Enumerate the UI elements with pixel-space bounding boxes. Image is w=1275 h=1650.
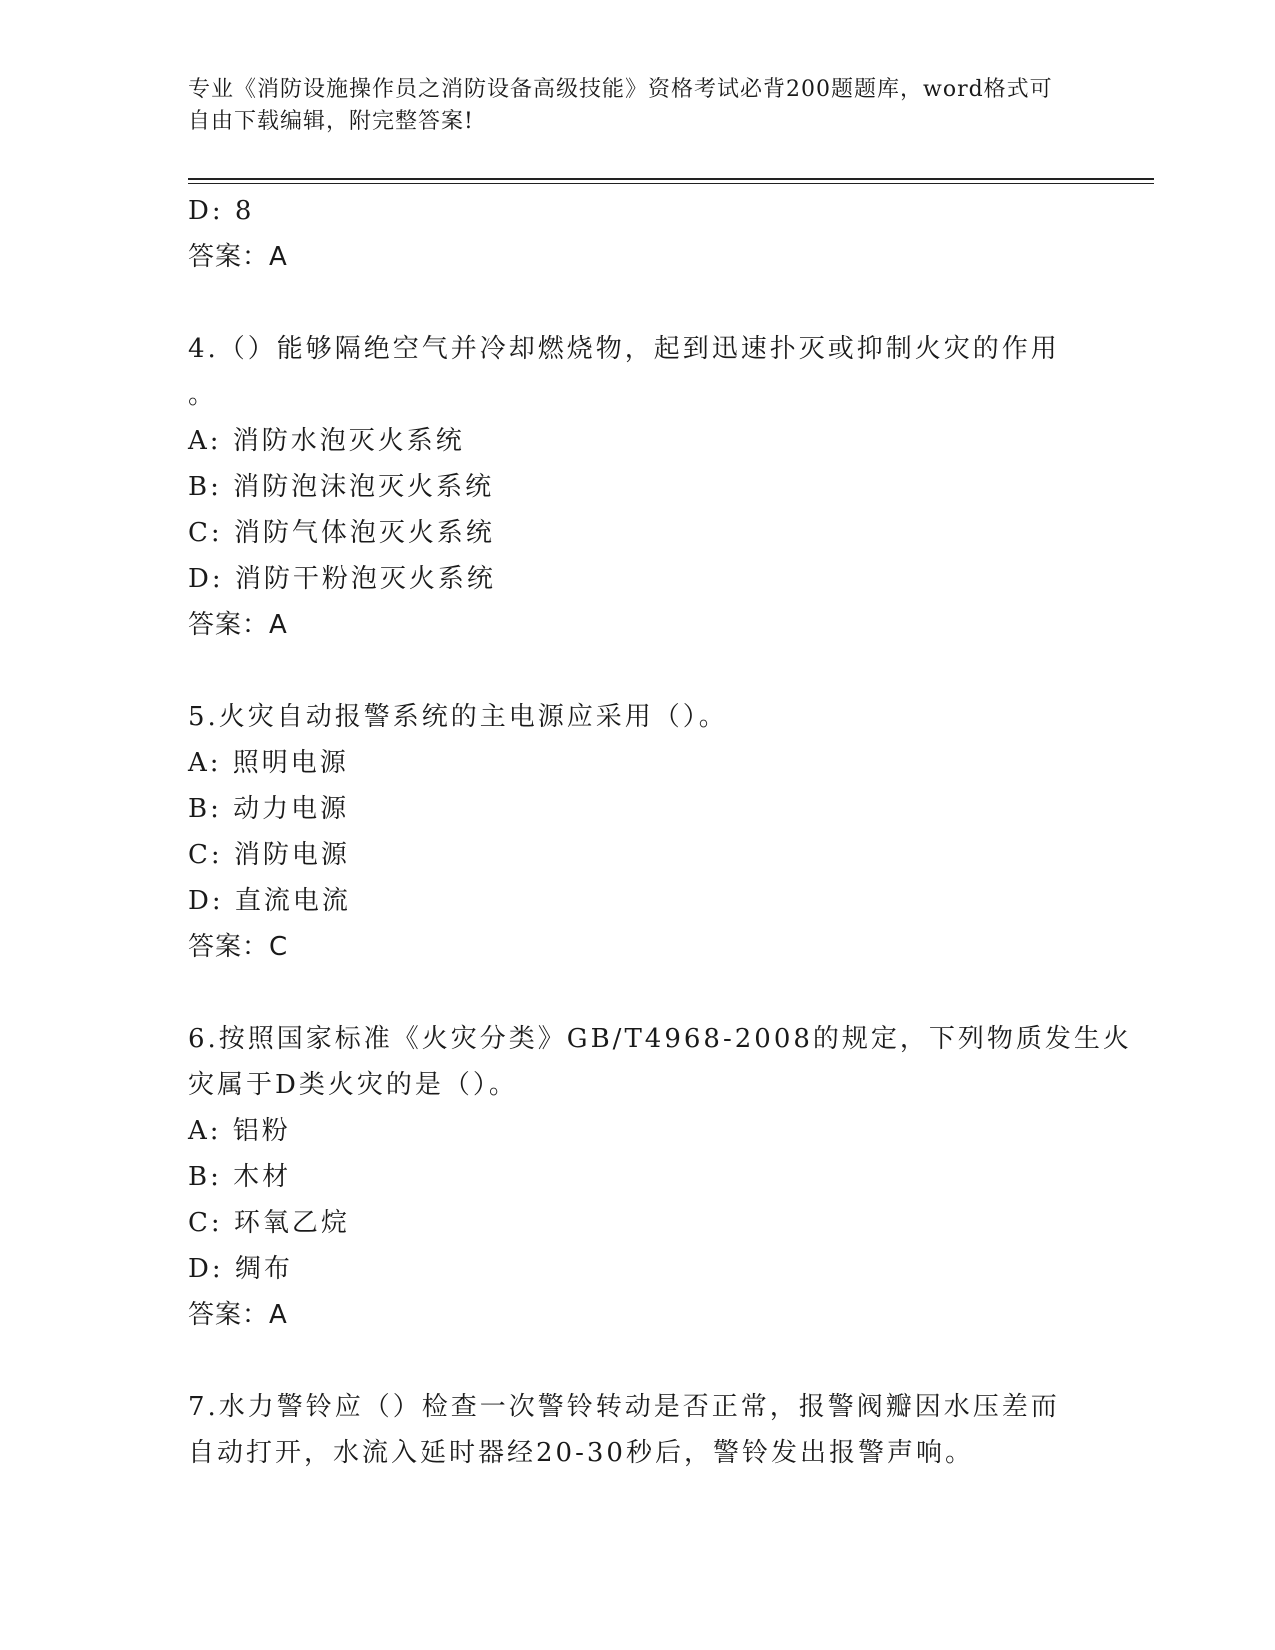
answer-text: 答案：A	[188, 1300, 288, 1330]
question-stem-cont: 灾属于D类火灾的是（）。	[188, 1070, 518, 1100]
header-divider-thick	[188, 178, 1154, 180]
question-stem: 6.按照国家标准《火灾分类》GB/T4968-2008的规定，下列物质发生火	[188, 1024, 1132, 1054]
answer-text: 答案：A	[188, 610, 288, 640]
question-stem-cont: 自动打开，水流入延时器经20-30秒后，警铃发出报警声响。	[188, 1438, 974, 1468]
option-d: D: 直流电流	[188, 886, 351, 916]
option-b: B: 动力电源	[188, 794, 350, 824]
answer-text: 答案：C	[188, 932, 289, 962]
option-a: A: 消防水泡灭火系统	[188, 426, 465, 456]
question-list	[188, 188, 1132, 1476]
option-d: D: 绸布	[188, 1254, 293, 1284]
option-c: C: 环氧乙烷	[188, 1208, 350, 1238]
option-b: B: 消防泡沫泡灭火系统	[188, 472, 495, 502]
question-stem: 4.（）能够隔绝空气并冷却燃烧物，起到迅速扑灭或抑制火灾的作用	[188, 334, 1060, 364]
option-a: A: 照明电源	[188, 748, 349, 778]
option-a: A: 铝粉	[188, 1116, 291, 1146]
question-stem-cont: 。	[188, 380, 218, 410]
option-d: D: 消防干粉泡灭火系统	[188, 564, 496, 594]
option-d: D: 8	[188, 196, 255, 226]
spacer	[188, 1338, 1088, 1384]
question-stem: 5.火灾自动报警系统的主电源应采用（）。	[188, 702, 728, 732]
document-header	[188, 74, 1068, 138]
question-stem: 7.水力警铃应（）检查一次警铃转动是否正常，报警阀瓣因水压差而	[188, 1392, 1060, 1422]
answer-text: 答案：A	[188, 242, 288, 272]
header-text: 专业《消防设施操作员之消防设备高级技能》资格考试必背200题题库，word格式可自由下载编辑，附完整答案!	[188, 77, 1053, 134]
spacer	[188, 648, 1088, 694]
header-divider-thin	[188, 183, 1154, 184]
option-b: B: 木材	[188, 1162, 292, 1192]
option-c: C: 消防气体泡灭火系统	[188, 518, 495, 548]
spacer	[188, 280, 1088, 326]
option-c: C: 消防电源	[188, 840, 350, 870]
spacer	[188, 970, 1088, 1016]
